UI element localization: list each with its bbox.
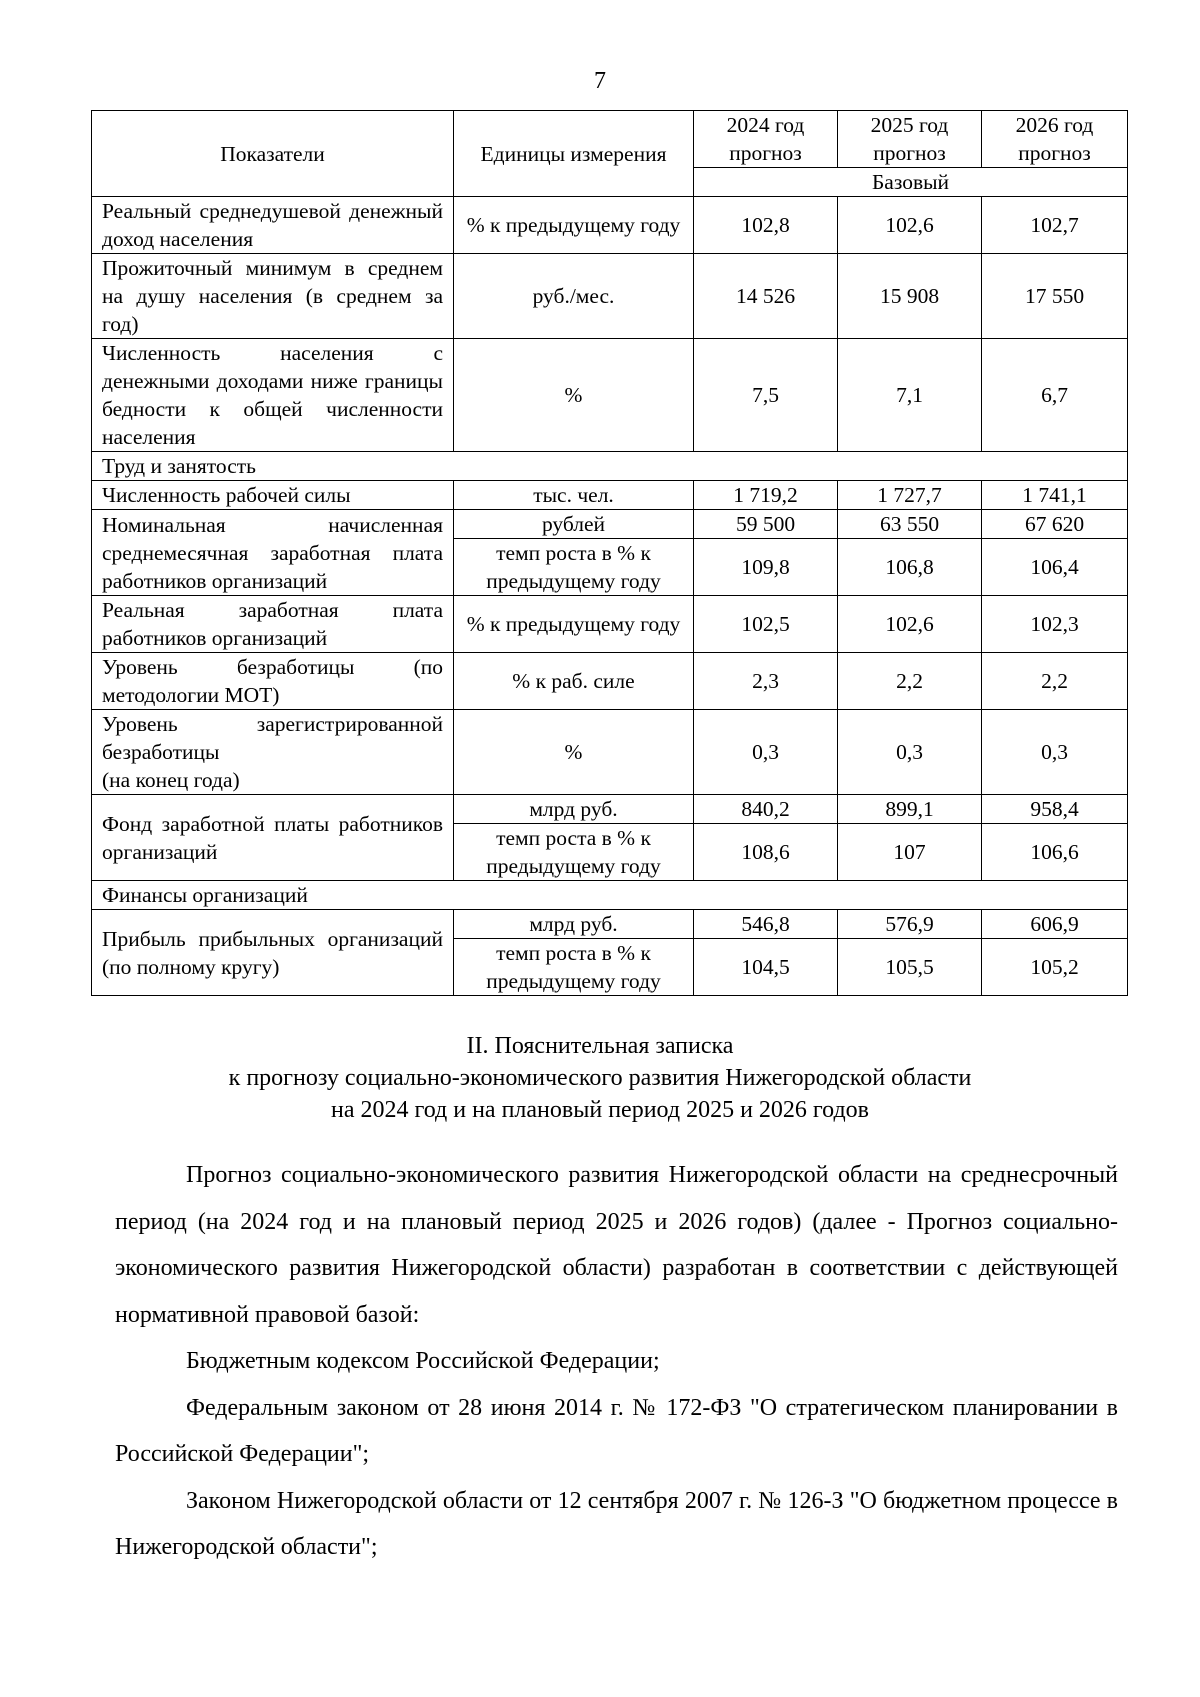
indicators-table — [91, 110, 1128, 996]
unit-cell: % — [454, 710, 694, 795]
section-title — [0, 1030, 1200, 1126]
table-row — [92, 339, 1128, 452]
value-2026: 606,9 — [982, 910, 1128, 939]
value-2026: 105,2 — [982, 939, 1128, 996]
value-2025: 0,3 — [838, 710, 982, 795]
unit-cell: % к предыдущему году — [454, 197, 694, 254]
header-year-2024: 2024 год прогноз — [694, 111, 838, 168]
value-2026: 102,3 — [982, 596, 1128, 653]
indicator-name: Уровень зарегистрированной безработицы (на конец года) — [92, 710, 454, 795]
paragraph: Федеральным законом от 28 июня 2014 г. № 172-ФЗ "О стратегическом планировании в Российской Федерации"; — [115, 1394, 1118, 1467]
indicator-name: Прожиточный минимум в среднем на душу населения (в среднем за год) — [92, 254, 454, 339]
table-row — [92, 510, 1128, 539]
indicator-name: Численность рабочей силы — [92, 481, 454, 510]
section-title-line-1: II. Пояснительная записка — [466, 1033, 734, 1059]
header-year-2026: 2026 год прогноз — [982, 111, 1128, 168]
value-2025: 105,5 — [838, 939, 982, 996]
table-row — [92, 254, 1128, 339]
indicator-name: Численность населения с денежными доходами ниже границы бедности к общей численности населения — [92, 339, 454, 452]
value-2026: 0,3 — [982, 710, 1128, 795]
value-2025: 7,1 — [838, 339, 982, 452]
header-units: Единицы измерения — [454, 111, 694, 197]
value-2026: 2,2 — [982, 653, 1128, 710]
value-2024: 0,3 — [694, 710, 838, 795]
value-2024: 104,5 — [694, 939, 838, 996]
value-2024: 59 500 — [694, 510, 838, 539]
value-2026: 67 620 — [982, 510, 1128, 539]
value-2025: 2,2 — [838, 653, 982, 710]
value-2024: 108,6 — [694, 824, 838, 881]
unit-cell: тыс. чел. — [454, 481, 694, 510]
unit-cell: % к предыдущему году — [454, 596, 694, 653]
value-2025: 576,9 — [838, 910, 982, 939]
value-2026: 106,4 — [982, 539, 1128, 596]
paragraph: Прогноз социально-экономического развития Нижегородской области на среднесрочный период (на 2024 год и на плановый период 2025 и 2026 годов) (далее - Прогноз социально-экономического развития Нижегородской области) разработан в соответствии с действующей нормативной правовой базой: — [115, 1162, 1118, 1328]
table-row — [92, 596, 1128, 653]
section-row-label: Труд и занятость — [92, 452, 1128, 481]
value-2025: 106,8 — [838, 539, 982, 596]
value-2024: 7,5 — [694, 339, 838, 452]
section-title-line-3: на 2024 год и на плановый период 2025 и 2026 годов — [330, 1097, 870, 1123]
section-row-label: Финансы организаций — [92, 881, 1128, 910]
value-2024: 109,8 — [694, 539, 838, 596]
unit-cell: % к раб. силе — [454, 653, 694, 710]
value-2025: 63 550 — [838, 510, 982, 539]
value-2026: 6,7 — [982, 339, 1128, 452]
section-title-line-2: к прогнозу социально-экономического развития Нижегородской области — [228, 1065, 972, 1091]
indicator-name: Фонд заработной платы работников организаций — [92, 795, 454, 881]
indicator-name: Прибыль прибыльных организаций (по полному кругу) — [92, 910, 454, 996]
value-2026: 102,7 — [982, 197, 1128, 254]
value-2024: 2,3 — [694, 653, 838, 710]
value-2025: 102,6 — [838, 596, 982, 653]
unit-cell: млрд руб. — [454, 910, 694, 939]
value-2025: 102,6 — [838, 197, 982, 254]
indicator-name: Реальная заработная плата работников организаций — [92, 596, 454, 653]
value-2026: 958,4 — [982, 795, 1128, 824]
indicator-name: Номинальная начисленная среднемесячная заработная плата работников организаций — [92, 510, 454, 596]
value-2025: 1 727,7 — [838, 481, 982, 510]
value-2024: 102,5 — [694, 596, 838, 653]
table-row — [92, 910, 1128, 939]
unit-cell: темп роста в % к предыдущему году — [454, 939, 694, 996]
value-2025: 15 908 — [838, 254, 982, 339]
value-2024: 14 526 — [694, 254, 838, 339]
table-row — [92, 795, 1128, 824]
unit-cell: руб./мес. — [454, 254, 694, 339]
value-2024: 1 719,2 — [694, 481, 838, 510]
paragraph: Бюджетным кодексом Российской Федерации; — [186, 1348, 660, 1374]
value-2025: 899,1 — [838, 795, 982, 824]
indicator-name: Реальный среднедушевой денежный доход населения — [92, 197, 454, 254]
value-2024: 840,2 — [694, 795, 838, 824]
table-row — [92, 653, 1128, 710]
value-2026: 106,6 — [982, 824, 1128, 881]
unit-cell: рублей — [454, 510, 694, 539]
indicator-name: Уровень безработицы (по методологии МОТ) — [92, 653, 454, 710]
page-number: 7 — [594, 68, 606, 94]
value-2024: 102,8 — [694, 197, 838, 254]
unit-cell: % — [454, 339, 694, 452]
header-variant-basic: Базовый — [694, 168, 1128, 197]
header-indicators: Показатели — [92, 111, 454, 197]
unit-cell: темп роста в % к предыдущему году — [454, 824, 694, 881]
unit-cell: млрд руб. — [454, 795, 694, 824]
header-year-2025: 2025 год прогноз — [838, 111, 982, 168]
paragraph: Законом Нижегородской области от 12 сентября 2007 г. № 126-З "О бюджетном процессе в Нижегородской области"; — [115, 1487, 1118, 1560]
table-row — [92, 481, 1128, 510]
table-row — [92, 710, 1128, 795]
unit-cell: темп роста в % к предыдущему году — [454, 539, 694, 596]
value-2025: 107 — [838, 824, 982, 881]
table-row — [92, 197, 1128, 254]
value-2026: 1 741,1 — [982, 481, 1128, 510]
value-2024: 546,8 — [694, 910, 838, 939]
value-2026: 17 550 — [982, 254, 1128, 339]
explanatory-note-body — [115, 1152, 1118, 1571]
